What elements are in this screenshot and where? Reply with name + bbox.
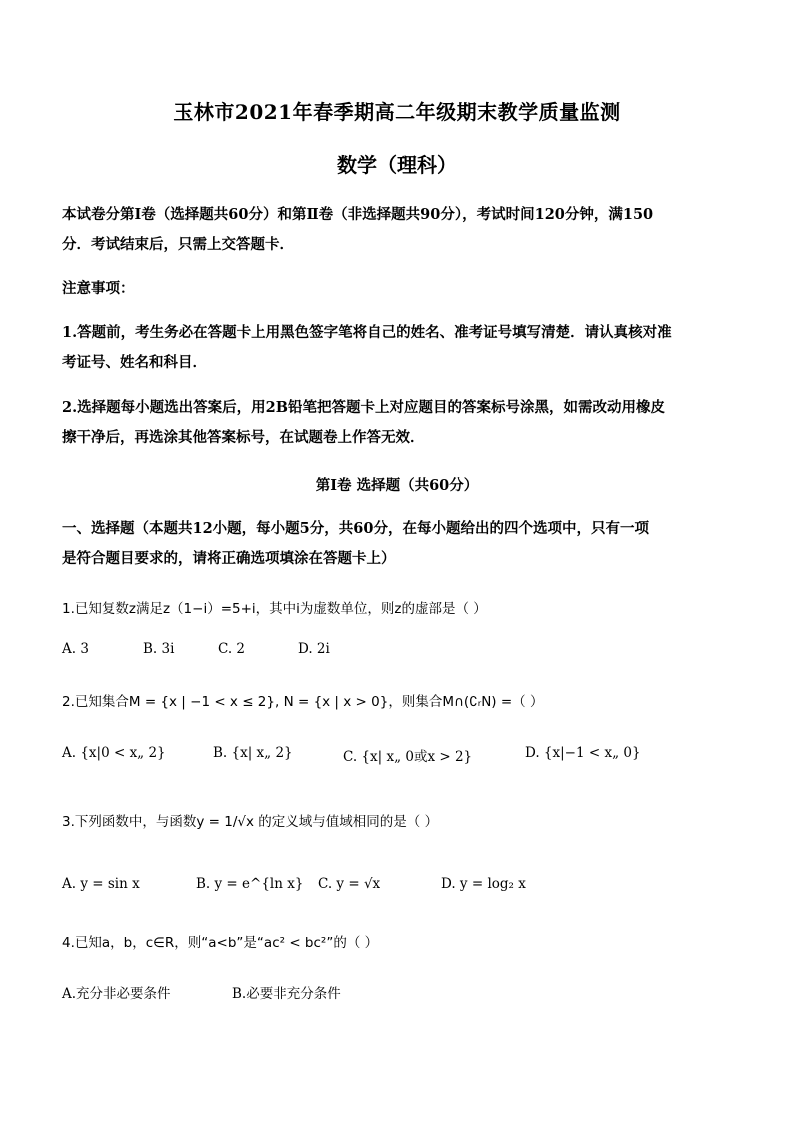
q3-option-d: D. y = log₂ x [441, 876, 526, 892]
notice-2 [62, 393, 734, 453]
notice-heading: 注意事项： [62, 280, 135, 297]
q2-option-c: C. {x| x„ 0或x > 2} [343, 749, 473, 765]
notice-1-line-1: 1.答题前，考生务必在答题卡上用黑色签字笔将自己的姓名、准考证号填写清楚．请认真核对准 [62, 324, 672, 341]
notice-2-line-1: 2.选择题每小题选出答案后，用2B铅笔把答题卡上对应题目的答案标号涂黑，如需改动用橡皮 [62, 399, 665, 416]
question-1: 1.已知复数z满足z（1−i）=5+i，其中i为虚数单位，则z的虚部是（ ） [62, 601, 487, 617]
q2-option-d: D. {x|−1 < x„ 0} [525, 745, 641, 761]
exam-title: 玉林市2021年春季期高二年级期末教学质量监测 [173, 100, 621, 124]
intro-line-2: 分．考试结束后，只需上交答题卡． [62, 236, 294, 253]
section-title: 第Ⅰ卷 选择题（共60分） [315, 477, 479, 494]
intro-line-1: 本试卷分第Ⅰ卷（选择题共60分）和第Ⅱ卷（非选择题共90分），考试时间120分钟，满150 [62, 206, 654, 223]
question-2: 2.已知集合M = {x | −1 < x ≤ 2}, N = {x | x > 0}，则集合M∩(∁ᵣN) =（ ） [62, 694, 544, 710]
q3-option-a: A. y = sin x [62, 876, 140, 892]
q4-option-a: A.充分非必要条件 [62, 986, 171, 1002]
q2-option-a: A. {x|0 < x„ 2} [62, 745, 166, 761]
intro-paragraph [62, 200, 734, 260]
q4-option-b: B.必要非充分条件 [232, 986, 341, 1002]
part-1-instructions [62, 514, 734, 574]
question-4: 4.已知a，b，c∈R，则“a<b”是“ac² < bc²”的（ ） [62, 935, 379, 951]
part-1-line-2: 是符合题目要求的，请将正确选项填涂在答题卡上） [62, 550, 396, 567]
q3-option-b: B. y = e^{ln x} [196, 876, 304, 892]
q2-option-b: B. {x| x„ 2} [213, 745, 293, 761]
notice-2-line-2: 擦干净后，再选涂其他答案标号，在试题卷上作答无效． [62, 429, 425, 446]
notice-1-line-2: 考证号、姓名和科目． [62, 354, 207, 371]
part-1-line-1: 一、选择题（本题共12小题，每小题5分，共60分，在每小题给出的四个选项中，只有一项 [62, 520, 649, 537]
q1-option-d: D. 2i [298, 641, 330, 657]
question-3: 3.下列函数中，与函数y = 1/√x 的定义域与值域相同的是（ ） [62, 814, 439, 830]
q3-option-c: C. y = √x [318, 876, 381, 892]
q1-option-b: B. 3i [143, 641, 175, 657]
exam-subject: 数学（理科） [337, 153, 457, 177]
q1-option-c: C. 2 [218, 641, 246, 657]
notice-1 [62, 318, 734, 378]
q1-option-a: A. 3 [62, 641, 89, 657]
